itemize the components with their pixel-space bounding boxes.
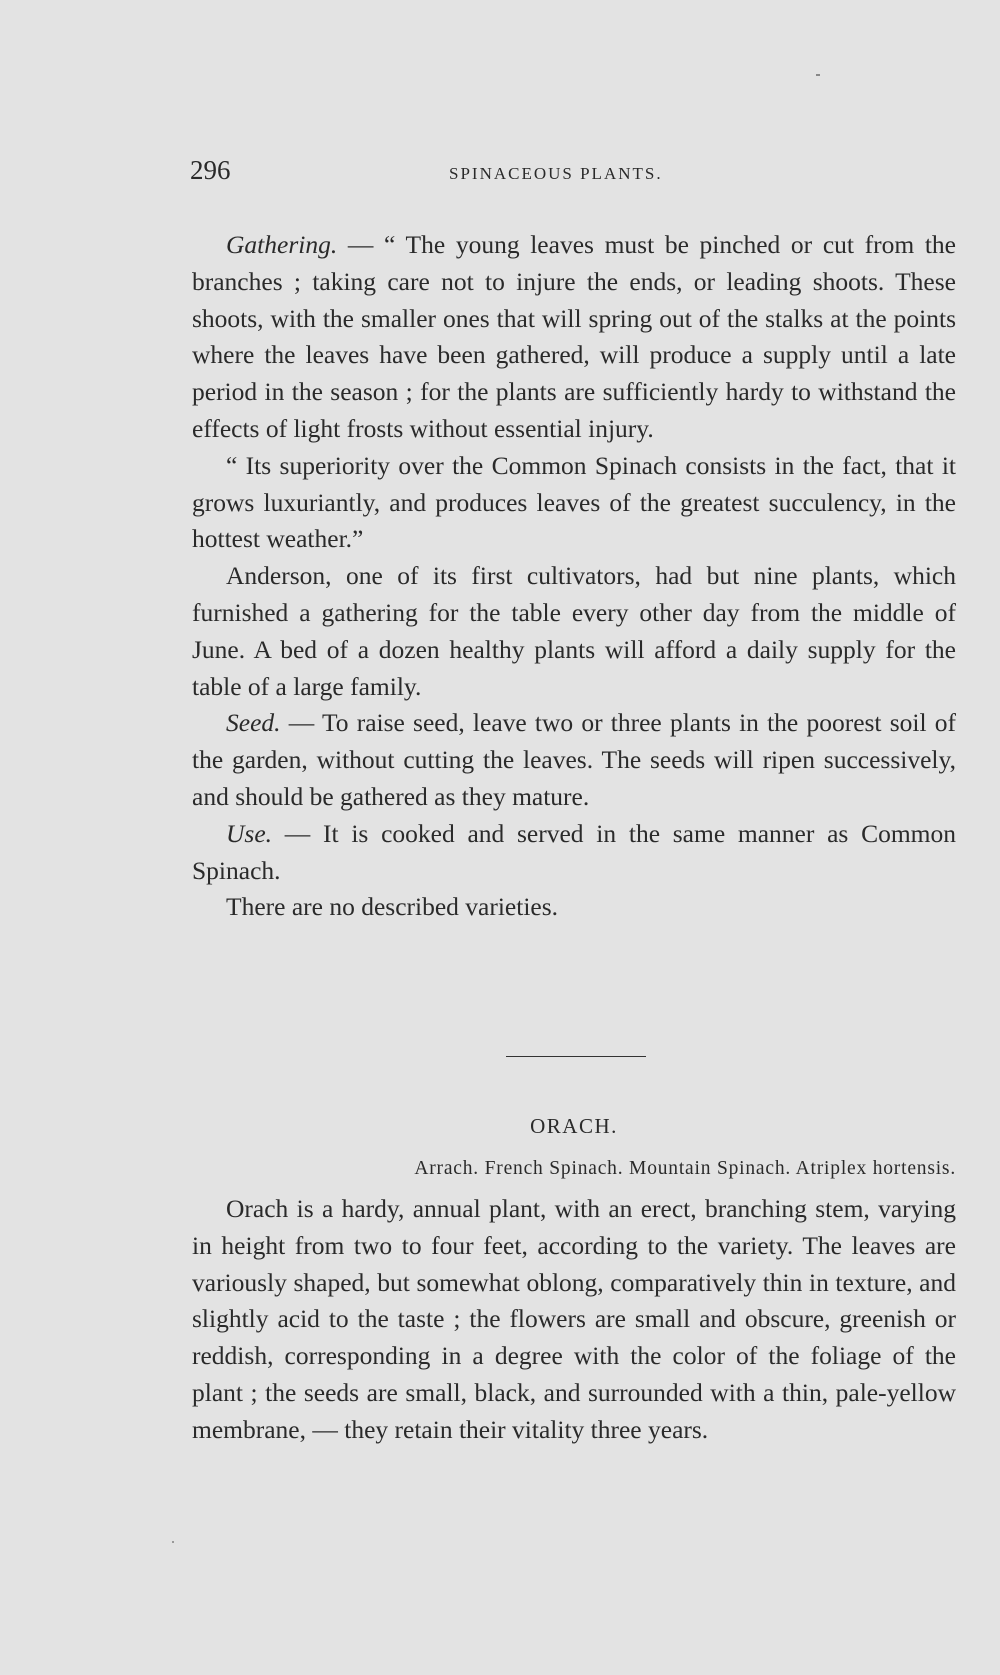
- paragraph-seed: [192, 705, 956, 815]
- paragraph-orach-description: Orach is a hardy, annual plant, with an erect, branching stem, varying in height from two to four feet, according to the variety. The leaves are variously shaped, but somewhat oblong, comparatively thin in texture, and slightly acid to the taste ; the flowers are small and obscure, greenish or reddish, corresponding in a degree with the color of the foliage of the plant ; the seeds are small, black, and surrounded with a thin, pale-yellow membrane, — they retain their vitality three years.: [192, 1194, 956, 1444]
- paragraph-text: Anderson, one of its first cultivators, had but nine plants, which furnished a gathering for the table every other day from the middle of June. A bed of a dozen healthy plants will afford a daily supply for the table of a large family.: [192, 561, 956, 701]
- body-text: [192, 227, 956, 926]
- paragraph-superiority: [192, 448, 956, 558]
- section-title: ORACH.: [530, 1114, 618, 1138]
- paragraph-lead: Gathering.: [226, 230, 338, 259]
- paragraph-use: [192, 816, 956, 890]
- paragraph-text: — “ The young leaves must be pinched or cut from the branches ; taking care not to injure the ends, or leading shoots. These shoots, with the smaller ones that will spring out of the stalks at the points where the leaves have been gathered, will produce a supply until a late period in the season ; for the plants are sufficiently hardy to withstand the effects of light frosts without essential injury.: [192, 230, 956, 443]
- paragraph-text: There are no described varieties.: [226, 892, 559, 922]
- print-speck: [816, 74, 820, 76]
- running-head: SPINACEOUS PLANTS.: [449, 164, 663, 183]
- paragraph-text: — To raise seed, leave two or three plants in the poorest soil of the garden, without cutting the leaves. The seeds will ripen successively, and should be gathered as they mature.: [192, 708, 956, 811]
- page-header: [190, 155, 956, 195]
- paragraph-gathering: [192, 227, 956, 448]
- section-orach: [192, 1106, 956, 1449]
- page-number: 296: [190, 155, 231, 185]
- paragraph-text: — It is cooked and served in the same manner as Common Spinach.: [192, 818, 956, 885]
- paragraph-anderson: [192, 558, 956, 705]
- paragraph-text: “ Its superiority over the Common Spinach consists in the fact, that it grows luxuriantly, and produces leaves of the greatest succulency, in the hottest weather.”: [192, 450, 956, 554]
- section-divider: [506, 1056, 646, 1057]
- print-speck: [172, 1541, 174, 1543]
- section-synonyms: Arrach. French Spinach. Mountain Spinach. Atriplex hortensis.: [414, 1158, 956, 1179]
- paragraph-lead: Use.: [226, 818, 273, 848]
- paragraph-lead: Seed.: [226, 708, 281, 738]
- paragraph-varieties: [192, 889, 956, 926]
